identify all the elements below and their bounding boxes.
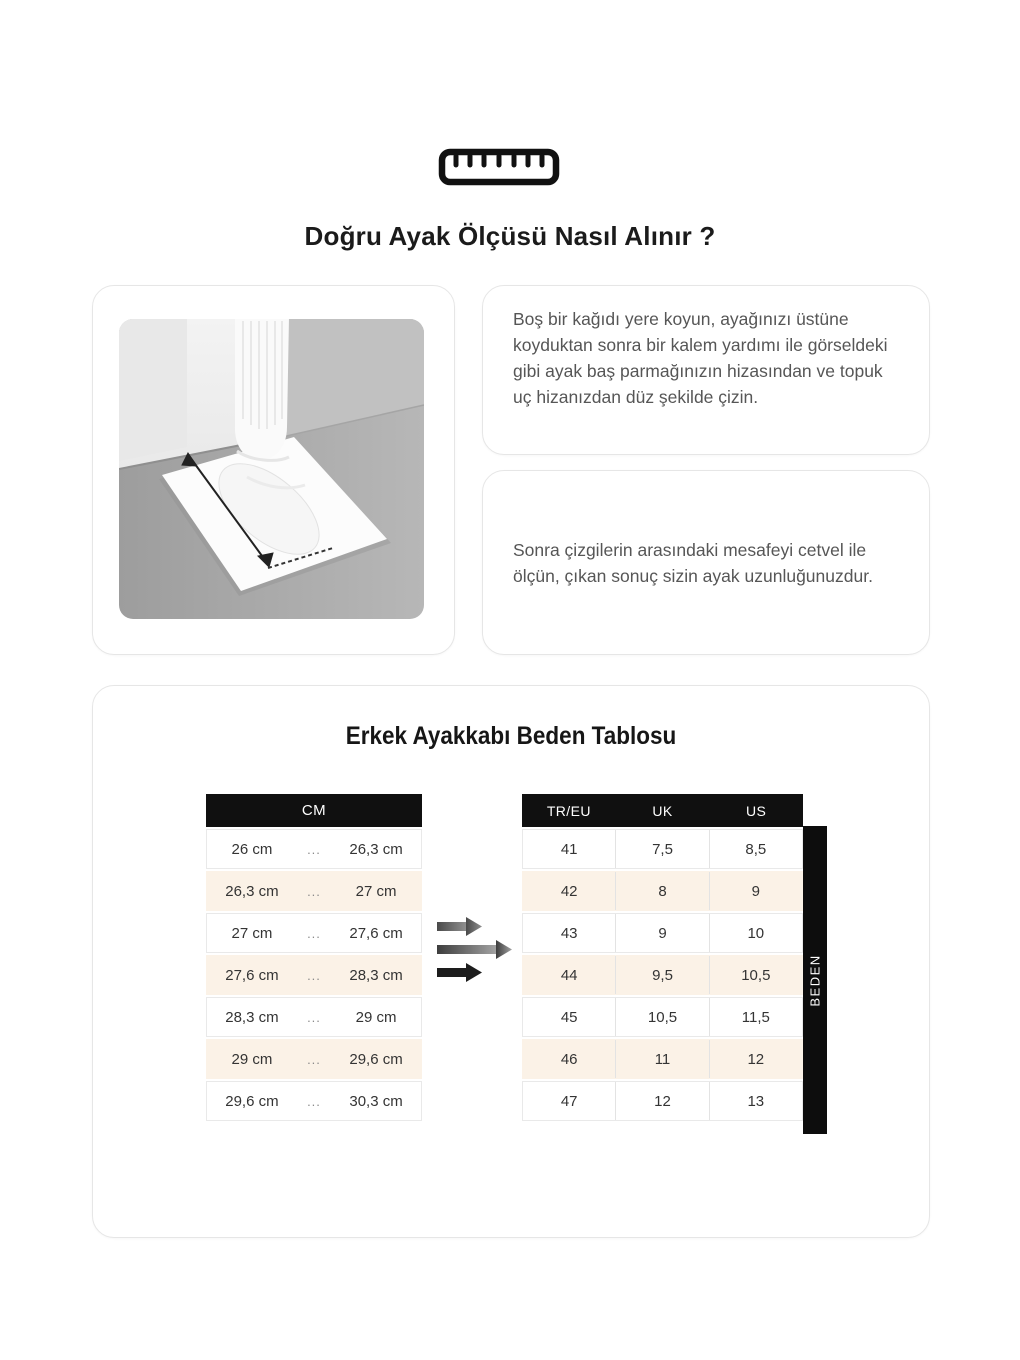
cm-table [206,794,422,1121]
cm-range-from: 29,6 cm [225,1092,279,1110]
cm-range-from: 27,6 cm [225,966,279,984]
cm-table-row [206,913,422,953]
size-table-row [522,955,803,995]
range-dots: ... [307,841,321,857]
cm-table-row [206,1081,422,1121]
range-dots: ... [307,967,321,983]
cm-range-to: 29 cm [355,1008,397,1026]
ruler-icon [438,148,560,186]
range-dots: ... [307,925,321,941]
size-value: 7,5 [616,830,709,868]
size-table-row [522,1039,803,1079]
size-table-row [522,913,803,953]
size-value: 46 [523,1040,616,1078]
range-dots: ... [307,883,321,899]
size-table-rows [522,829,803,1121]
range-dots: ... [307,1009,321,1025]
cm-range-to: 27,6 cm [349,924,403,942]
size-column-header: US [746,802,767,819]
cm-table-row [206,1039,422,1079]
size-value: 43 [523,914,616,952]
cm-range-to: 30,3 cm [349,1092,403,1110]
instruction-step-2: Sonra çizgilerin arasındaki mesafeyi cetvel ile ölçün, çıkan sonuç sizin ayak uzunluğunuzdur. [513,539,873,586]
cm-table-row [206,955,422,995]
cm-table-row [206,997,422,1037]
size-table-row [522,997,803,1037]
foot-measurement-photo [119,319,424,619]
size-value: 10,5 [616,998,709,1036]
cm-range-from: 26 cm [231,840,273,858]
instruction-card-1 [482,285,930,455]
size-value: 12 [747,1050,765,1068]
size-table-row [522,829,803,869]
size-column-header: TR/EU [546,802,591,819]
beden-strip [803,826,827,1134]
cm-table-row [206,871,422,911]
size-table-header [522,794,803,827]
size-value: 42 [523,872,616,910]
cm-range-to: 26,3 cm [349,840,403,858]
range-dots: ... [307,1051,321,1067]
page-title: Doğru Ayak Ölçüsü Nasıl Alınır ? [304,221,716,251]
cm-table-rows [206,829,422,1121]
cm-range-from: 28,3 cm [225,1008,279,1026]
size-table [522,794,803,1121]
size-value: 47 [523,1082,616,1120]
instruction-step-1: Boş bir kağıdı yere koyun, ayağınızı üstüne koyduktan sonra bir kalem yardımı ile görseldeki gibi ayak baş parmağınızın hizasından ve topuk uç hizanızdan düz şekilde çizin. [513,309,888,407]
size-value: 45 [523,998,616,1036]
size-table-row [522,871,803,911]
range-dots: ... [307,1093,321,1109]
cm-range-from: 29 cm [231,1050,273,1068]
size-column-header: UK [652,802,673,819]
cm-range-to: 29,6 cm [349,1050,403,1068]
measurement-photo-card [92,285,455,655]
size-value: 13 [747,1092,765,1110]
cm-range-from: 26,3 cm [225,882,279,900]
size-value: 11,5 [741,1008,770,1026]
size-table-row [522,1081,803,1121]
size-value: 9,5 [616,956,709,994]
size-value: 41 [523,830,616,868]
cm-range-to: 27 cm [355,882,397,900]
cm-range-to: 28,3 cm [349,966,403,984]
size-value: 8 [616,872,709,910]
cm-table-row [206,829,422,869]
size-value: 10,5 [741,966,771,984]
size-table-title: Erkek Ayakkabı Beden Tablosu [345,722,677,750]
conversion-arrows-icon [437,917,517,989]
size-value: 8,5 [745,840,767,858]
instruction-card-2 [482,470,930,655]
size-value: 44 [523,956,616,994]
size-value: 9 [751,882,760,900]
size-value: 12 [616,1082,709,1120]
size-value: 11 [616,1040,709,1078]
beden-label: BEDEN [807,953,823,1007]
cm-range-from: 27 cm [231,924,273,942]
cm-table-header: CM [206,794,422,827]
size-table-card [92,685,930,1238]
size-value: 10 [747,924,765,942]
size-value: 9 [616,914,709,952]
